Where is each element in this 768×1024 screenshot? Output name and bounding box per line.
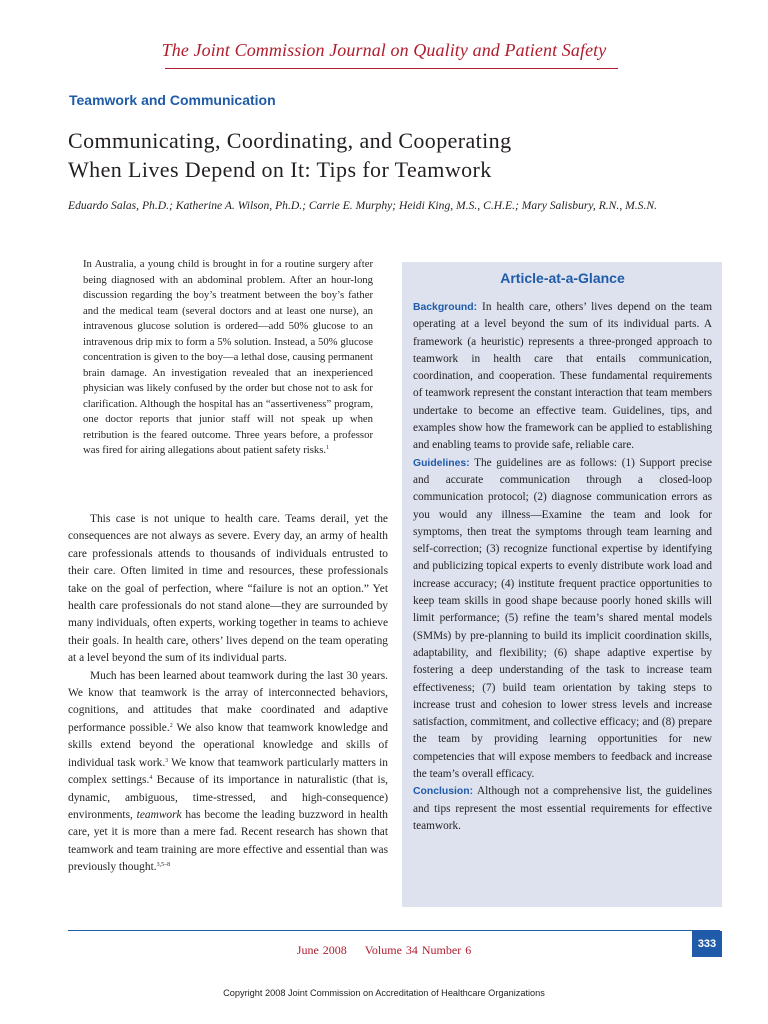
body-p2-segment: has become the leading buzzword in health care, yet it is more than a mere fad. Recent research has shown that teamwork and team training are more effective and essential than was previously thought.: [68, 808, 388, 874]
copyright-notice: Copyright 2008 Joint Commission on Accreditation of Healthcare Organizations: [223, 988, 545, 998]
article-title-line-1: Communicating, Coordinating, and Cooperating: [68, 128, 512, 153]
article-title-line-2: When Lives Depend on It: Tips for Teamwork: [68, 157, 492, 182]
issue-line: [0, 943, 768, 958]
guidelines-label: Guidelines:: [413, 457, 470, 469]
issue-date: June 2008: [296, 943, 347, 957]
ref-marker: 3,5–8: [156, 862, 171, 869]
body-text: [68, 511, 388, 877]
intro-ref: 1: [326, 445, 330, 451]
intro-text: In Australia, a young child is brought in for a routine surgery after being diagnosed with an abdominal problem. After an hour-long discussion regarding the boy’s treatment between the boy’s father and the medical team (several doctors and at least one nurse), an intravenous glucose solution is ordered—add 50% glucose to an intravenous drip mix to form a 5% solution. Instead, a 50% glucose concentration is given to the boy—a lethal dose, causing permanent brain damage. An investigation revealed that an inexperienced physician was likely confused by the order but chose not to ask for clarification. Although the hospital has an “assertiveness” program, one doctor reports that junior staff will not speak up when retribution is the feared outcome. Three years before, a professor was fired for airing allegations about patient safety risks.: [83, 258, 373, 456]
background-text: In health care, others’ lives depend on the team operating at a level beyond the sum of its individual parts. A framework (a heuristic) represents a three-pronged approach to teamwork in health care that entails communication, coordination, and cooperation. These fundamental requirements of teamwork represent the constant interaction that team members undertake to become an effective team. Guidelines, tips, and examples show how the framework can be applied to establishing and enabling teams to provide safe, reliable care.: [413, 301, 712, 452]
article-title: [68, 126, 668, 184]
glance-background: [413, 299, 712, 455]
page-number-badge: 333: [692, 931, 722, 957]
ref-marker: 2: [169, 722, 173, 729]
body-p2-segment: Much has been learned about teamwork during the last 30 years. We know that teamwork is the array of interconnected behaviors, cognitions, and attitudes that make coordinated and adaptive performance possible.: [68, 669, 388, 734]
journal-title: The Joint Commission Journal on Quality and Patient Safety: [161, 40, 607, 60]
glance-guidelines: [413, 455, 712, 784]
body-p2-segment: Because of its importance in naturalistic (that is, dynamic, ambiguous, time-stressed, and high-consequence) environments,: [68, 774, 388, 821]
body-paragraph-1: This case is not unique to health care. Teams derail, yet the consequences are not always as severe. Every day, an army of health care professionals attends to thousands of individuals entrusted to their care. Often limited in time and resources, these professionals take on the goal of perfection, where “failure is not an option.” Yet health care professionals do not stand alone—they are surrounded by many individuals, often experts, working together in teams to achieve their goals. In health care, others’ lives depend on the team operating at a level beyond the sum of its individual parts.: [68, 513, 388, 665]
background-label: Background:: [413, 302, 478, 313]
glance-conclusion: [413, 783, 712, 835]
journal-title-rule: [165, 68, 618, 69]
glance-title: Article-at-a-Glance: [500, 270, 625, 286]
author-list: Eduardo Salas, Ph.D.; Katherine A. Wilson, Ph.D.; Carrie E. Murphy; Heidi King, M.S., C.H.E.; Mary Salisbury, R.N., M.S.N.: [68, 199, 657, 212]
footer-rule: [68, 930, 720, 931]
intro-paragraph: [83, 257, 373, 459]
emphasis-teamwork: teamwork: [136, 808, 182, 821]
issue-volume: Volume 34 Number 6: [364, 943, 472, 957]
body-paragraph-2: [68, 668, 388, 877]
guidelines-text: The guidelines are as follows: (1) Support precise and accurate communication through a closed-loop communication protocol; (2) diagnose communication errors as you would any illness—Examine the team and look for symptoms, then treat the symptoms through team learning and self-correction; (3) recognize functional expertise by identifying and publicizing topical experts to evenly distribute work load and increase accuracy; (4) institute frequent practice opportunities to keep team skills in good shape because poorly honed skills will limit performance; (5) refine the team’s shared mental models (SMMs) by pre-planning to build its implicit coordination skills, adaptability, and flexibility; (6) shape adaptive expertise by fostering a deep understanding of the task to increase team effectiveness; (7) build team orientation by taking steps to increase trust and cohesion to lower stress levels and increase satisfaction, commitment, and collective efficacy; and (8) prepare the team by providing learning opportunities for new competencies that will expose members to feedback and increase the team’s overall efficacy.: [413, 456, 712, 781]
ref-marker: 4: [149, 775, 153, 782]
section-label: Teamwork and Communication: [69, 92, 276, 108]
article-at-a-glance-box: [402, 262, 722, 907]
body-p2-segment: We know that teamwork particularly matters in complex settings.: [68, 756, 388, 787]
body-p2-segment: We also know that teamwork knowledge and skills extend beyond the operational knowledge and skills of individual task work.: [68, 721, 388, 769]
glance-text: [413, 299, 712, 835]
conclusion-text: Although not a comprehensive list, the guidelines and tips represent the most essential requirements for effective teamwork.: [413, 785, 712, 832]
ref-marker: 3: [165, 757, 169, 764]
conclusion-label: Conclusion:: [413, 786, 474, 798]
